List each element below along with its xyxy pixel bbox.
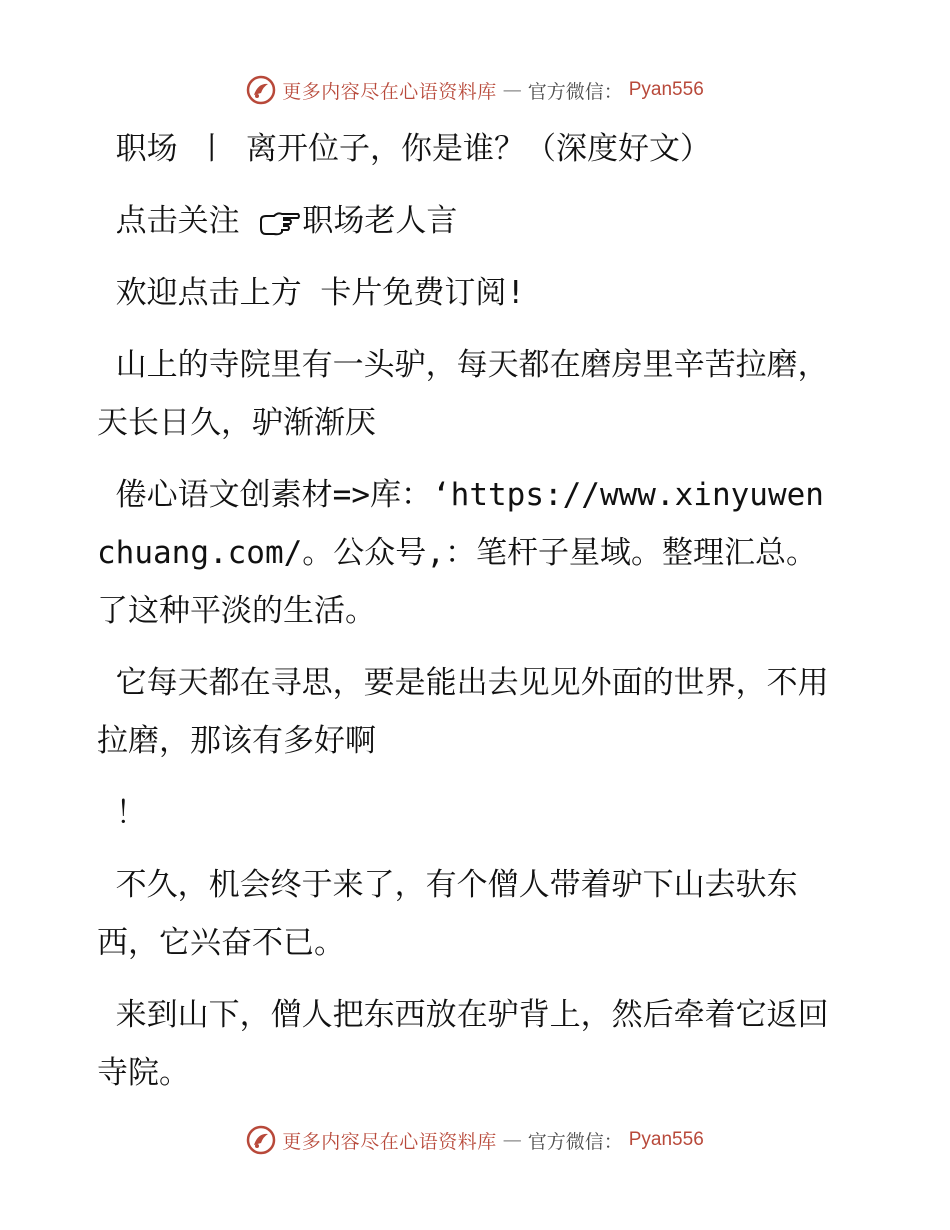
paragraph-3: 它每天都在寻思，要是能出去见见外面的世界，不用拉磨，那该有多好啊 [97, 665, 829, 759]
banner-wechat-id: Pyan556 [628, 79, 704, 100]
brand-logo-icon [246, 75, 276, 105]
banner-text: 更多内容尽在心语资料库 [282, 1130, 497, 1153]
banner-wechat-label: 官方微信： [527, 1130, 623, 1153]
footer-banner-inner [246, 1125, 704, 1155]
follow-line [97, 192, 837, 250]
paragraph-6: 来到山下，僧人把东西放在驴背上，然后牵着它返回寺院。 [97, 997, 829, 1091]
follow-suffix: 职场老人言 [302, 203, 458, 239]
paragraph-2: 倦心语文创素材=>库：‘https://www.xinyuwenchuang.com/。公众号,：笔杆子星域。整理汇总。了这种平淡的生活。 [97, 477, 824, 629]
banner-wechat-label: 官方微信： [527, 80, 623, 103]
header-banner-inner [246, 75, 704, 105]
header-banner [0, 70, 950, 110]
hand-pointing-right-icon [258, 208, 302, 238]
paragraph-1: 山上的寺院里有一头驴，每天都在磨房里辛苦拉磨，天长日久，驴渐渐厌 [97, 347, 829, 441]
banner-separator: — [502, 1129, 522, 1151]
article-body [97, 120, 837, 1116]
brand-logo-icon [246, 1125, 276, 1155]
follow-prefix: 点击关注 [97, 203, 259, 239]
article-title: 职场 丨 离开位子，你是谁？（深度好文） [97, 131, 711, 167]
banner-text: 更多内容尽在心语资料库 [282, 80, 497, 103]
subscribe-line: 欢迎点击上方 卡片免费订阅! [97, 275, 525, 311]
paragraph-5: 不久，机会终于来了，有个僧人带着驴下山去驮东西，它兴奋不已。 [97, 867, 798, 961]
footer-banner [0, 1120, 950, 1160]
banner-wechat-id: Pyan556 [628, 1129, 704, 1150]
paragraph-4: ！ [97, 795, 147, 831]
banner-separator: — [502, 79, 522, 101]
